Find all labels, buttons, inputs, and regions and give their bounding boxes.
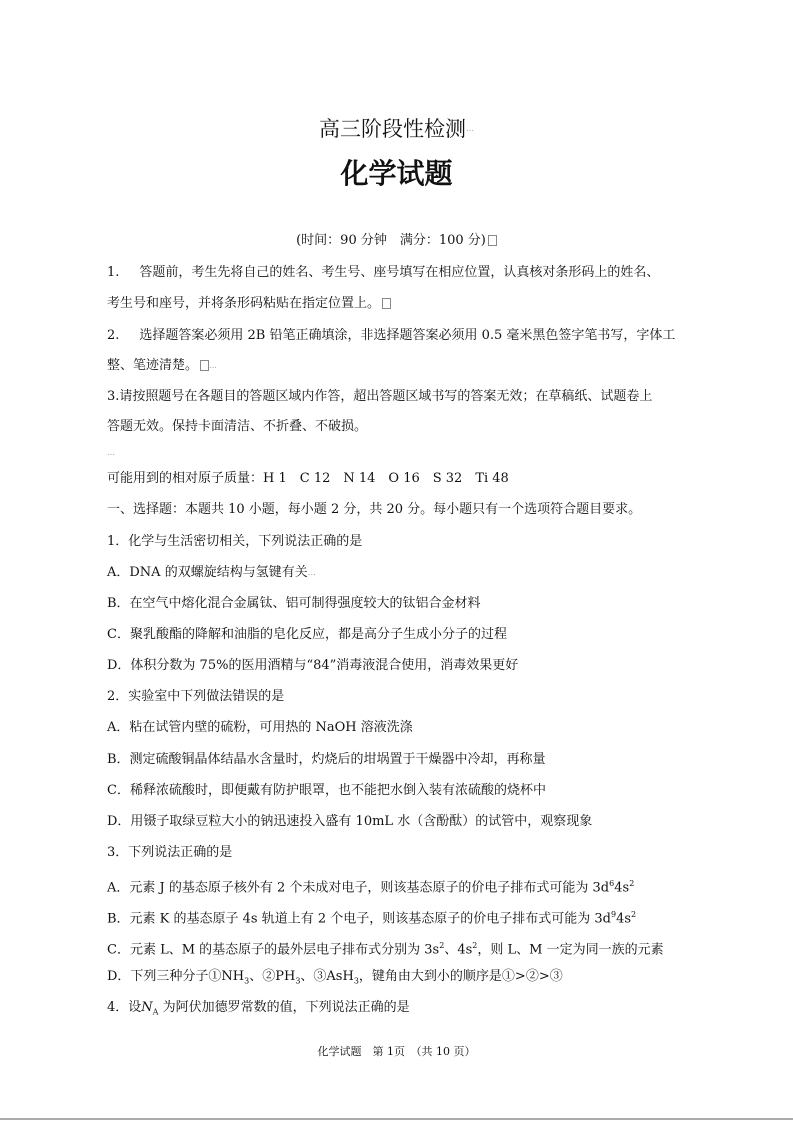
question-4-stem: 4．设$N_A$ 为阿伏加德罗常数的值，下列说法正确的是 bbox=[107, 1000, 410, 1017]
instruction-3-line-1: 3.请按照题号在各题目的答题区域内作答，超出答题区域书写的答案无效；在草稿纸、试题卷上 bbox=[107, 389, 653, 404]
question-3-option-a: A．元素 J 的基态原子核外有 2 个未成对电子，则该基态原子的价电子排布式可能为 $3d^64s^2$ bbox=[107, 879, 635, 896]
placeholder-box-icon bbox=[200, 360, 209, 371]
question-2-option-d: D．用镊子取绿豆粒大小的钠迅速投入盛有 10mL 水（含酚酞）的试管中，观察现象 bbox=[107, 814, 593, 829]
question-2-option-a: A．粘在试管内壁的硫粉，可用热的 NaOH 溶液洗涤 bbox=[107, 720, 413, 735]
format-mark-line: … bbox=[107, 448, 115, 457]
question-3-option-c: C．元素 L、M 的基态原子的最外层电子排布式分别为 $3s^2$、$4s^2$，则 L、M 一定为同一族的元素 bbox=[107, 941, 664, 958]
page-bottom-divider bbox=[0, 1118, 793, 1120]
atomic-masses: 可能用到的相对原子质量：H 1 C 12 N 14 O 16 S 32 Ti 48 bbox=[107, 471, 509, 486]
format-mark: … bbox=[466, 124, 474, 133]
instruction-2-line-2: 整、笔迹清楚。 … bbox=[107, 358, 218, 373]
question-3-stem: 3．下列说法正确的是 bbox=[107, 845, 233, 860]
exam-title: 化学试题 bbox=[340, 157, 453, 190]
time-info: (时间：90 分钟 满分：100 分) bbox=[0, 232, 793, 250]
question-3-option-d: D．下列三种分子$①NH_3$、$②PH_3$、③AsH$_3$，键角由大到小的顺序是①>②>③ bbox=[107, 969, 563, 986]
question-1-option-b: B．在空气中熔化混合金属钛、铝可制得强度较大的钛铝合金材料 bbox=[107, 596, 481, 611]
page-footer: 化学试题 第 1页 （共 10 页） bbox=[317, 1045, 476, 1058]
question-1-option-a: A．DNA 的双螺旋结构与氢键有关… bbox=[107, 565, 316, 580]
instruction-1-line-2: 考生号和座号，并将条形码粘贴在指定位置上。 bbox=[107, 295, 698, 313]
question-3-option-b: B．元素 K 的基态原子 4s 轨道上有 2 个电子，则该基态原子的价电子排布式可能为 $3d^94s^2$ bbox=[107, 910, 637, 927]
exam-subtitle: 高三阶段性检测… bbox=[319, 117, 474, 141]
question-1-option-d: D．体积分数为 75%的医用酒精与“84”消毒液混合使用，消毒效果更好 bbox=[107, 658, 519, 673]
question-1-stem: 1．化学与生活密切相关，下列说法正确的是 bbox=[107, 534, 363, 549]
question-2-stem: 2．实验室中下列做法错误的是 bbox=[107, 689, 285, 704]
placeholder-box-icon bbox=[488, 235, 497, 246]
section-1-heading: 一、选择题：本题共 10 小题，每小题 2 分，共 20 分。每小题只有一个选项符合题目要求。 bbox=[107, 502, 642, 517]
question-2-option-c: C．稀释浓硫酸时，即便戴有防护眼罩，也不能把水倒入装有浓硫酸的烧杯中 bbox=[107, 783, 546, 798]
instruction-3-line-2: 答题无效。保持卡面清洁、不折叠、不破损。 bbox=[107, 419, 368, 434]
question-2-option-b: B．测定硫酸铜晶体结晶水含量时，灼烧后的坩埚置于干燥器中冷却，再称量 bbox=[107, 752, 546, 767]
placeholder-box-icon bbox=[382, 298, 391, 309]
instruction-1-line-1: 1. 答题前，考生先将自己的姓名、考生号、座号填写在相应位置，认真核对条形码上的姓名、 bbox=[107, 265, 660, 280]
question-1-option-c: C．聚乳酸酯的降解和油脂的皂化反应，都是高分子生成小分子的过程 bbox=[107, 627, 507, 642]
instruction-2-line-1: 2. 选择题答案必须用 2B 铅笔正确填涂，非选择题答案必须用 0.5 毫米黑色签字笔书写，字体工 bbox=[107, 328, 676, 343]
